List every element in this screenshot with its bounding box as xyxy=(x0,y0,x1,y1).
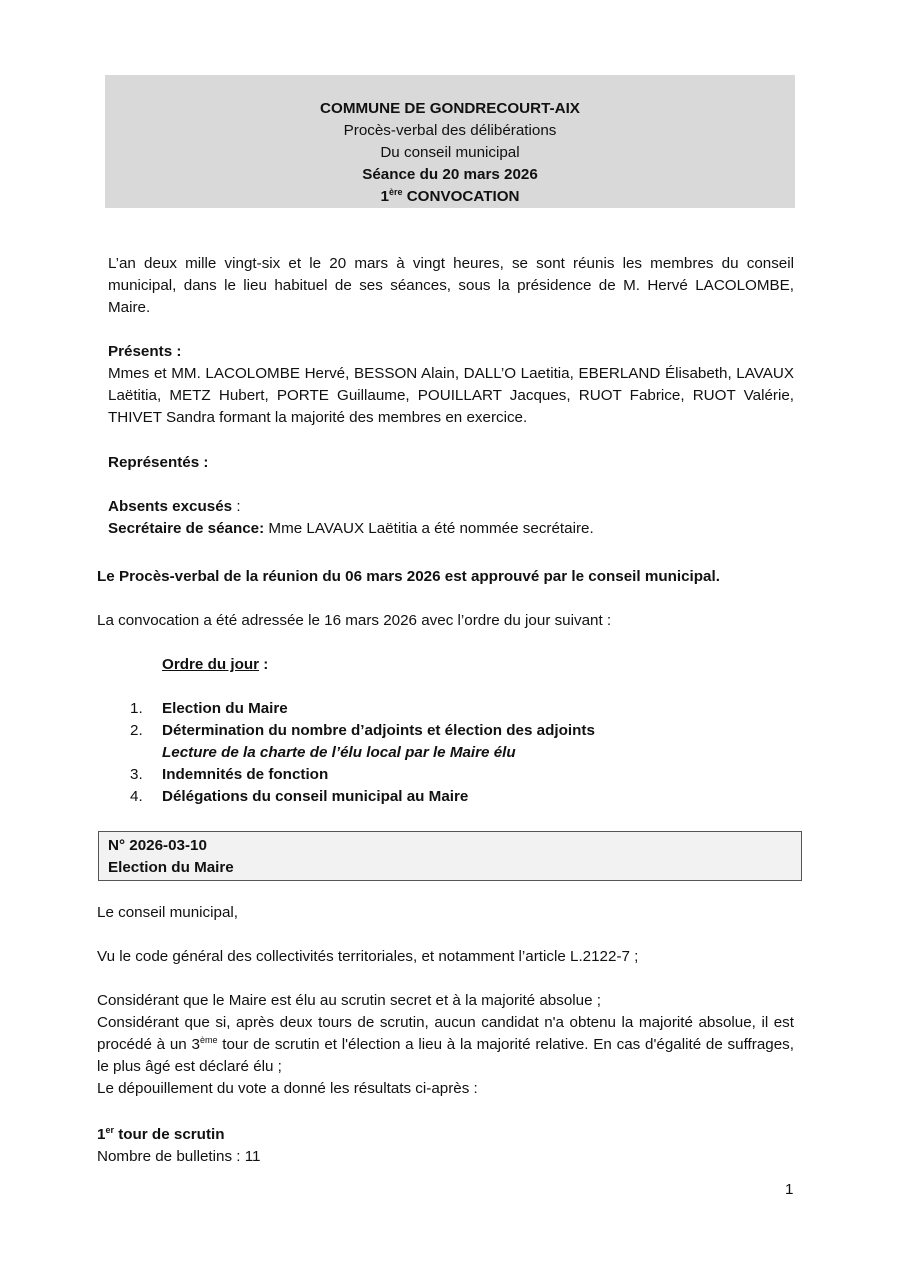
agenda-item: 1. Election du Maire xyxy=(130,700,288,717)
approval-statement: Le Procès-verbal de la réunion du 06 mars 2026 est approuvé par le conseil municipal. xyxy=(97,568,720,585)
commune-name: COMMUNE DE GONDRECOURT-AIX xyxy=(320,100,580,117)
presents-label: Présents : xyxy=(108,343,182,360)
bulletins-count: Nombre de bulletins : 11 xyxy=(97,1148,261,1165)
seance-date: Séance du 20 mars 2026 xyxy=(362,166,538,183)
absents-line: Absents excusés : xyxy=(108,498,241,515)
body-p2: Vu le code général des collectivités territoriales, et notamment l’article L.2122-7 ; xyxy=(97,948,639,965)
representes-label: Représentés : xyxy=(108,454,209,471)
agenda-item: 2. Détermination du nombre d’adjoints et élection des adjoints xyxy=(130,722,595,739)
deliberation-box xyxy=(98,831,802,881)
secretaire-line: Secrétaire de séance: Mme LAVAUX Laëtitia a été nommée secrétaire. xyxy=(108,520,594,537)
agenda-subitem: Lecture de la charte de l’élu local par le Maire élu xyxy=(162,744,516,761)
agenda-item: 3. Indemnités de fonction xyxy=(130,766,329,783)
intro-paragraph: L’an deux mille vingt-six et le 20 mars à vingt heures, se sont réunis les membres du conseil municipal, dans le lieu habituel de ses séances, sous la présidence de M. Hervé LACOLOMBE, Maire. xyxy=(108,255,794,316)
convocation-label: 1ère CONVOCATION xyxy=(380,187,520,205)
deliberation-title: Election du Maire xyxy=(108,859,234,876)
document-header xyxy=(105,75,795,208)
document-type: Procès-verbal des délibérations xyxy=(343,122,557,139)
presents-list: Mmes et MM. LACOLOMBE Hervé, BESSON Alain, DALL’O Laetitia, EBERLAND Élisabeth, LAVAUX Laëtitia, METZ Hubert, PORTE Guillaume, POUILLART Jacques, RUOT Fabrice, RUOT Valérie, THIVET Sandra formant la majorité des membres en exercice. xyxy=(108,365,794,426)
agenda-title: Ordre du jour : xyxy=(162,656,269,673)
agenda-item: 4. Délégations du conseil municipal au Maire xyxy=(130,788,469,805)
document-subtype: Du conseil municipal xyxy=(380,144,520,161)
body-p4: Considérant que si, après deux tours de scrutin, aucun candidat n'a obtenu la majorité absolue, il est procédé à un 3ème tour de scrutin et l'élection a lieu à la majorité relative. En cas d'égalité de suffrages, le plus âgé est déclaré élu ; xyxy=(97,1014,794,1075)
page-number: 1 xyxy=(785,1181,794,1198)
tour-heading: 1er tour de scrutin xyxy=(97,1125,225,1143)
convocation-sent: La convocation a été adressée le 16 mars 2026 avec l’ordre du jour suivant : xyxy=(97,612,612,629)
deliberation-number: N° 2026-03-10 xyxy=(108,837,207,854)
body-p1: Le conseil municipal, xyxy=(97,904,238,921)
agenda-list xyxy=(130,698,730,808)
body-p3: Considérant que le Maire est élu au scrutin secret et à la majorité absolue ; xyxy=(97,992,601,1009)
body-p5: Le dépouillement du vote a donné les résultats ci-après : xyxy=(97,1080,478,1097)
